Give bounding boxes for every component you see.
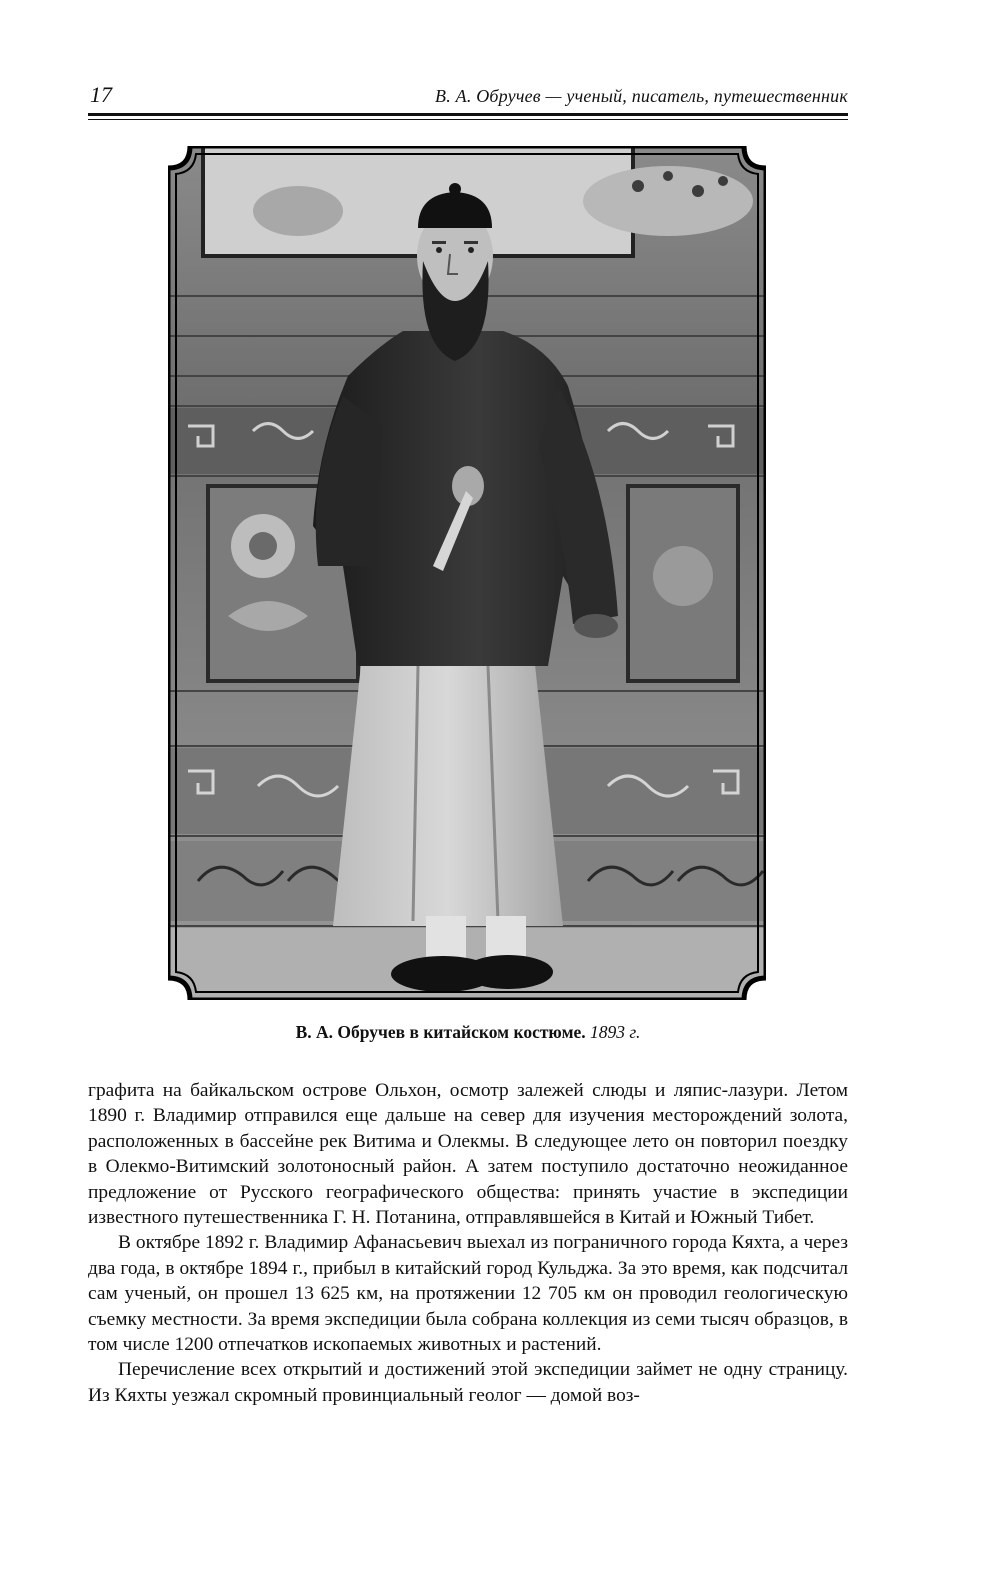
paragraph-1: графита на байкальском острове Ольхон, осмотр залежей слюды и ляпис-лазури. Летом 1890 г. Владимир отправился еще дальше на север для изучения месторождений золота, расположенных в бассейне рек Витима и Олекмы. В следующее лето он повторил поездку в Олекмо-Витимский золотоносный район. А затем поступило достаточно неожиданное предложение от Русского географического общества: принять участие в экспедиции известного путешественника Г. Н. Потанина, отправлявшейся в Китай и Южный Тибет. — [88, 1080, 848, 1229]
header-rule-thin — [88, 119, 848, 120]
paragraph-2: В октябре 1892 г. Владимир Афанасьевич выехал из пограничного города Кяхта, а через два года, в октябре 1894 г., прибыл в китайский город Кульджа. За это время, как подсчитал сам ученый, он прошел 13 625 км, на протяжении 12 705 км он проводил геологическую съемку местности. За время экспедиции была собрана коллекция из семи тысяч образцов, в том числе 1200 отпечатков ископаемых животных и растений. — [88, 1232, 848, 1356]
page-header — [88, 80, 848, 116]
running-title: В. А. Обручев — ученый, писатель, путешественник — [435, 86, 848, 106]
page-number: 17 — [90, 82, 112, 107]
paragraph-3: Перечисление всех открытий и достижений этой экспедиции займет не одну страницу. Из Кяхты уезжал скромный провинциальный геолог — домой воз- — [88, 1359, 848, 1406]
figure-caption — [88, 1022, 848, 1043]
portrait-photo — [168, 146, 766, 1000]
caption-main: В. А. Обручев в китайском костюме. — [295, 1022, 586, 1042]
caption-year: 1893 г. — [590, 1022, 641, 1042]
body-text — [88, 1078, 848, 1408]
header-rule-thick — [88, 113, 848, 116]
